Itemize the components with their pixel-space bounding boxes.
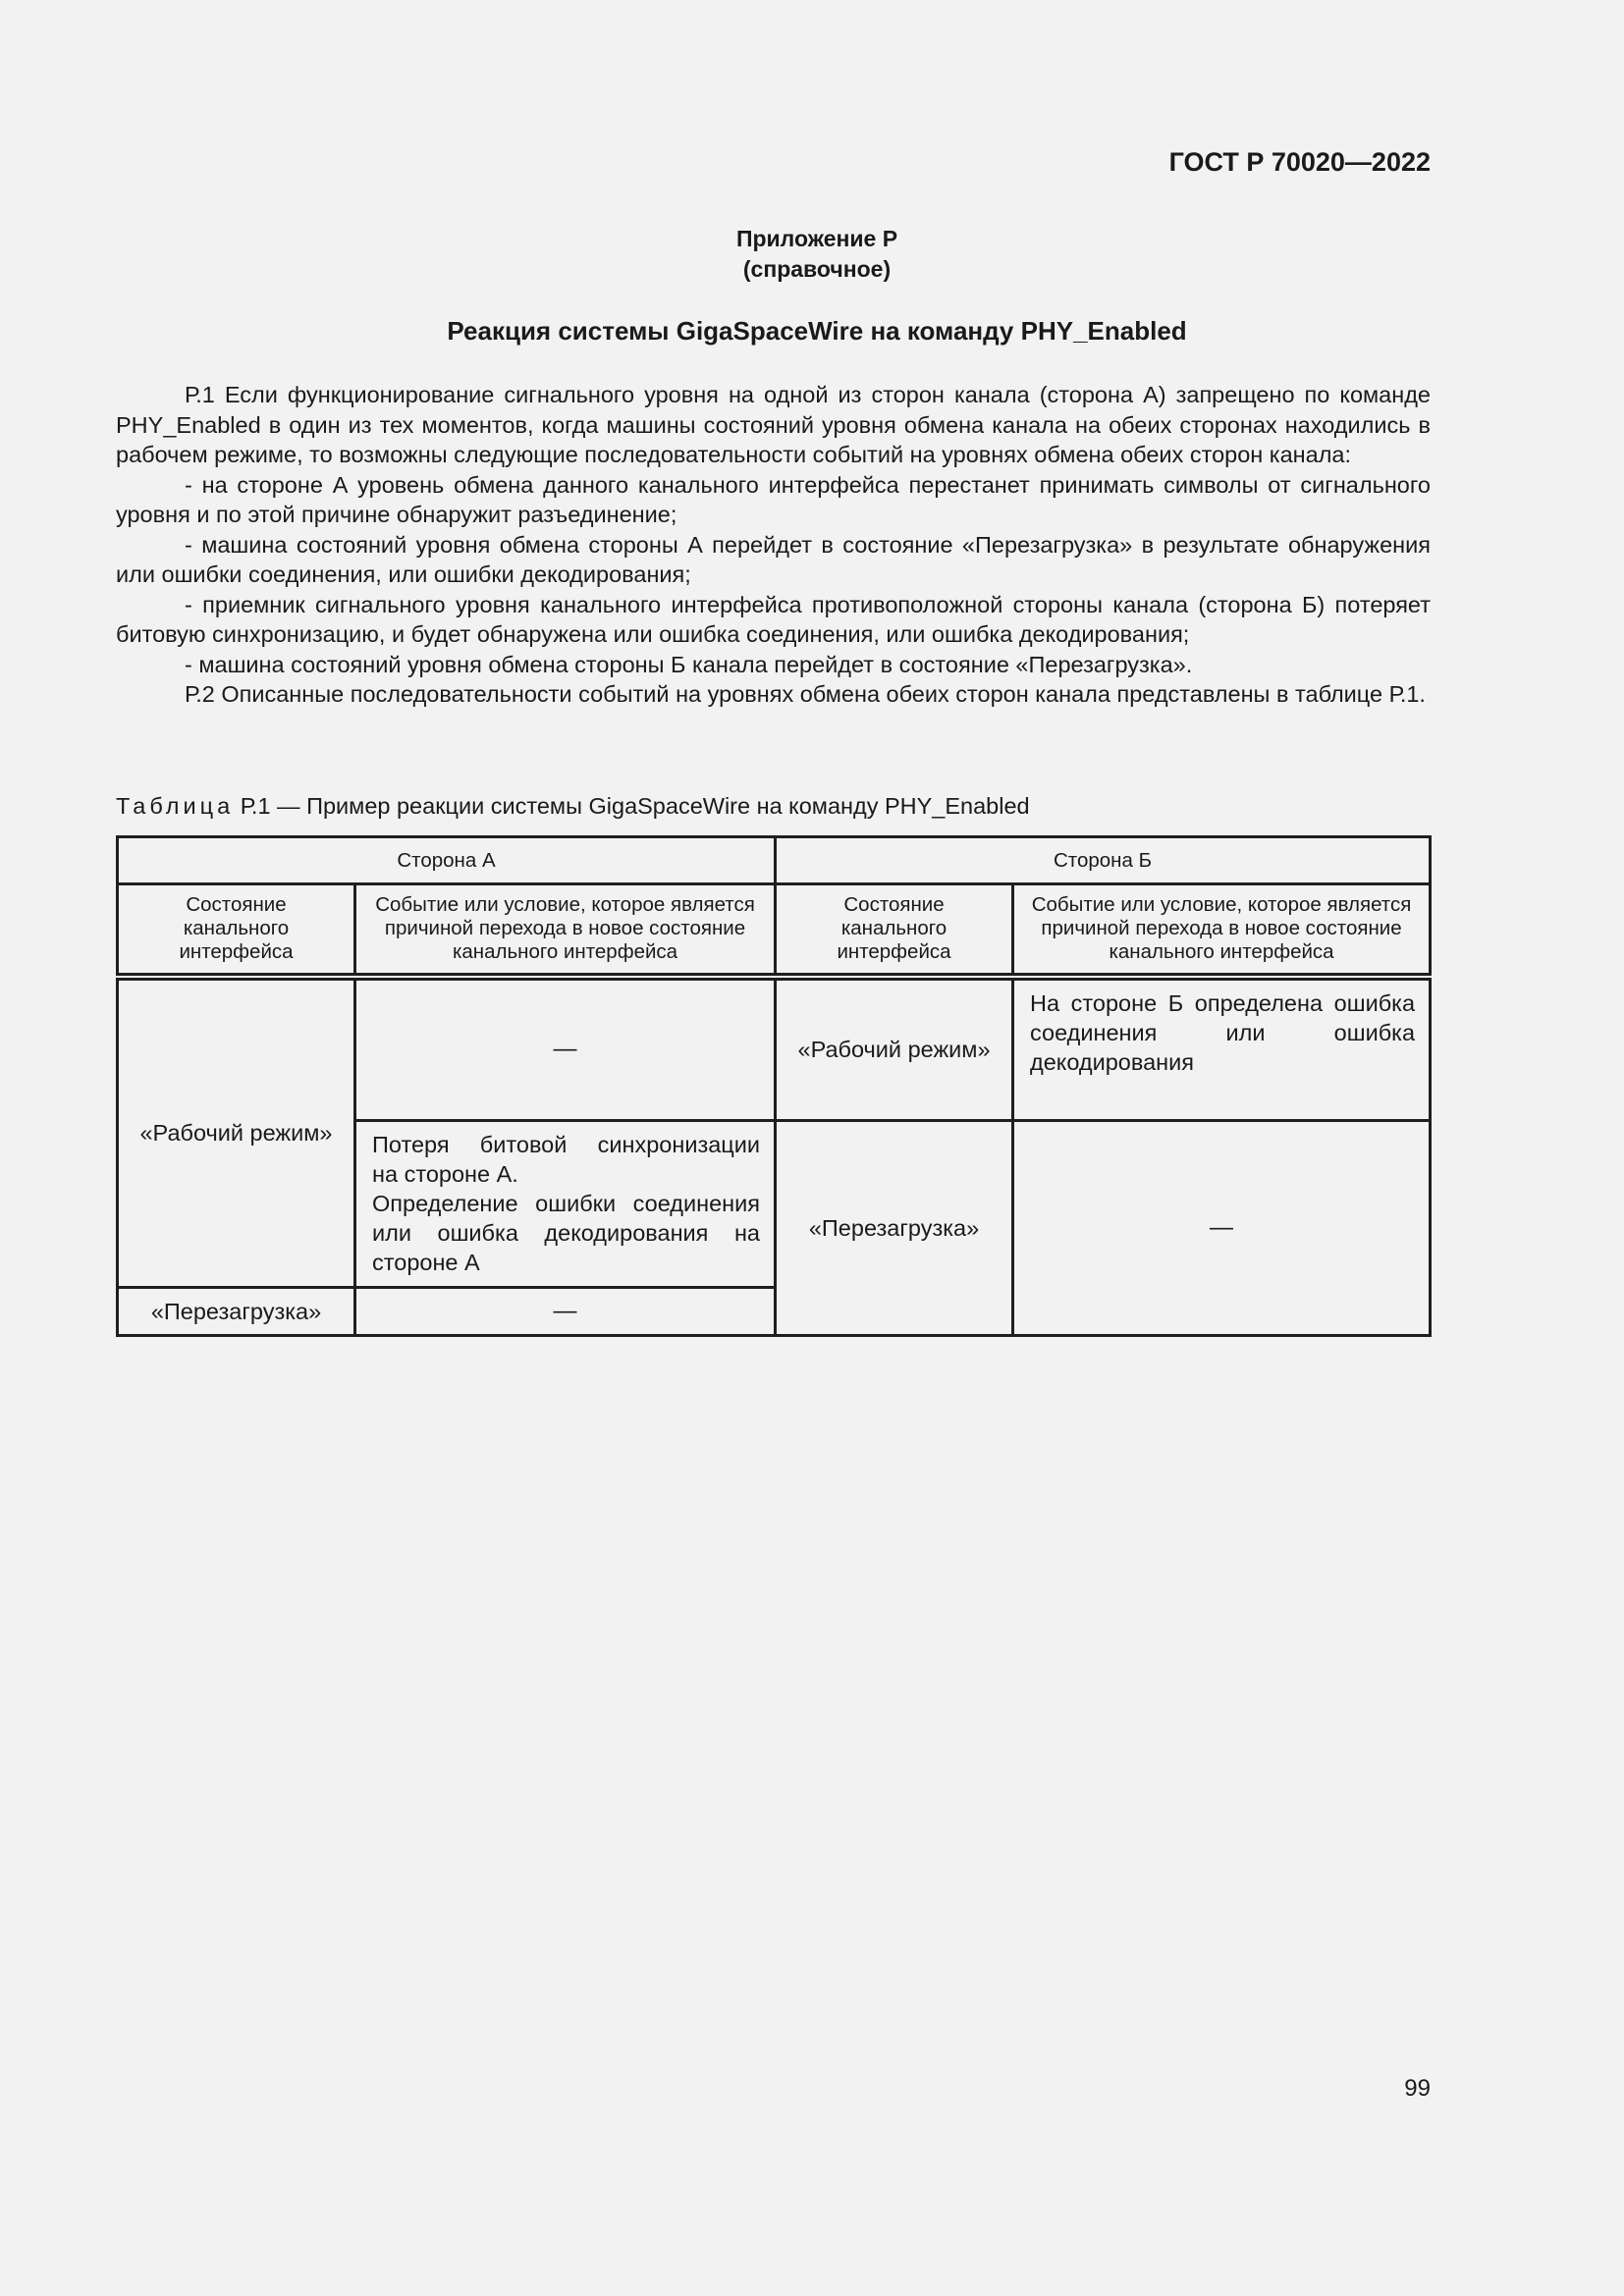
reaction-table [116,835,1432,1337]
header-state-b: Состояние канального интерфейса [776,884,1013,977]
page-number: 99 [1404,2075,1431,2102]
a-state-working: «Рабочий режим» [118,977,355,1288]
paragraph: - машина состояний уровня обмена стороны Б канала перейдет в состояние «Перезагрузка». [185,651,1193,677]
paragraph: - приемник сигнального уровня канального интерфейса противоположной стороны канала (сторона Б) потеряет битовую синхронизацию, и будет обнаружена или ошибка соединения, или ошибка декодирования; [116,591,1431,647]
a-event-sync-loss [355,1121,776,1288]
header-event-b: Событие или условие, которое является причиной перехода в новое состояние канального интерфейса [1013,884,1431,977]
table-caption-prefix: Таблица [116,793,235,819]
appendix-heading [0,224,1624,285]
a-event-none-2: — [355,1288,776,1336]
header-side-a: Сторона А [118,837,776,884]
appendix-kind: (справочное) [742,256,892,282]
header-side-b: Сторона Б [776,837,1431,884]
b-event-error: На стороне Б определена ошибка соединения или ошибка декодирования [1013,977,1431,1121]
b-state-working: «Рабочий режим» [776,977,1013,1121]
a-event-line: Определение ошибки соединения или ошибка декодирования на стороне А [372,1191,761,1275]
header-state-a: Состояние канального интерфейса [118,884,355,977]
paragraph: Р.2 Описанные последовательности событий на уровнях обмена обеих сторон канала представлены в таблице Р.1. [185,681,1426,707]
appendix-title: Реакция системы GigaSpaceWire на команду PHY_Enabled [447,316,1187,346]
appendix-label: Приложение Р [735,226,898,251]
a-state-reset: «Перезагрузка» [118,1288,355,1336]
b-event-none: — [1013,1121,1431,1336]
a-event-line: Потеря битовой синхронизации [372,1132,761,1157]
table-caption [116,793,1030,820]
paragraph: - машина состояний уровня обмена стороны А перейдет в состояние «Перезагрузка» в результате обнаружения или ошибки соединения, или ошибки декодирования; [116,531,1431,587]
a-event-none: — [355,977,776,1121]
header-event-a: Событие или условие, которое является причиной перехода в новое состояние канального интерфейса [355,884,776,977]
b-state-reset: «Перезагрузка» [776,1121,1013,1336]
paragraph: Р.1 Если функционирование сигнального уровня на одной из сторон канала (сторона А) запрещено по команде PHY_Enabled в один из тех моментов, когда машины состояний уровня обмена канала на обеих сторонах находились в рабочем режиме, то возможны следующие последовательности событий на уровнях обмена обеих сторон канала: [116,382,1431,467]
paragraph: - на стороне А уровень обмена данного канального интерфейса перестанет принимать символы от сигнального уровня и по этой причине обнаружит разъединение; [116,471,1431,527]
body-text [116,380,1431,710]
table-caption-text: Р.1 — Пример реакции системы GigaSpaceWire на команду PHY_Enabled [240,793,1030,819]
standard-code: ГОСТ Р 70020—2022 [1168,147,1431,177]
a-event-line: на стороне А. [372,1161,518,1187]
